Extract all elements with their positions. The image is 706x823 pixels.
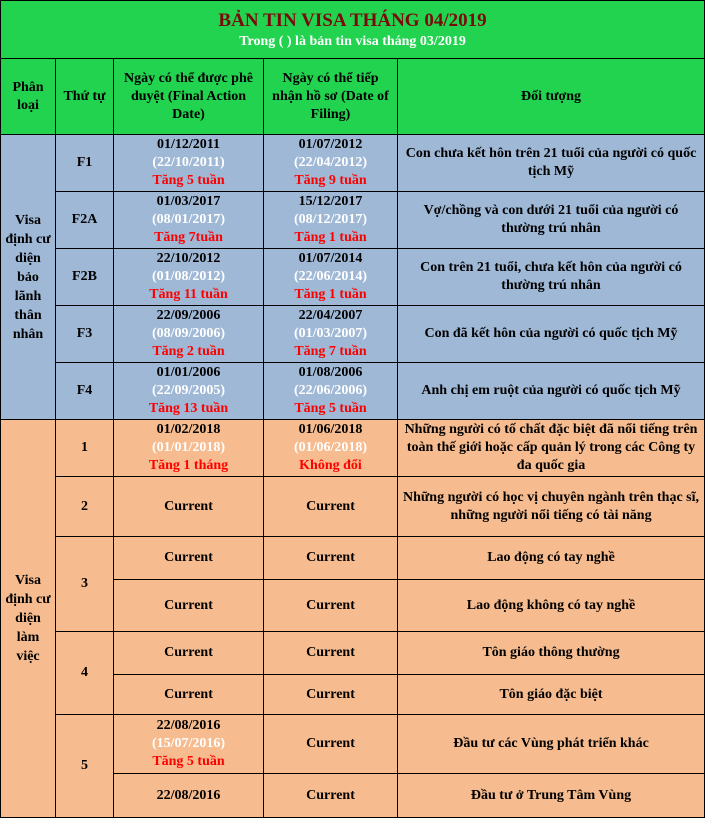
table-row-eb4-religious bbox=[1, 632, 705, 675]
order-cell: F2A bbox=[56, 192, 114, 249]
target-cell: Những người có tố chất đặc biệt đã nổi tiếng trên toàn thế giới hoặc cấp quản lý trong các Công ty đa quốc gia bbox=[398, 420, 705, 477]
bulletin-subtitle: Trong ( ) là bản tin visa tháng 03/2019 bbox=[239, 33, 466, 49]
fad-current: 01/02/2018 bbox=[156, 422, 221, 437]
bulletin-title: BẢN TIN VISA THÁNG 04/2019 bbox=[218, 9, 487, 31]
order-cell: 1 bbox=[56, 420, 114, 477]
target-cell: Đầu tư ở Trung Tâm Vùng bbox=[398, 774, 705, 818]
final-action-cell bbox=[114, 135, 264, 192]
header-category: Phân loại bbox=[1, 59, 56, 135]
fad-change: Tăng 1 tháng bbox=[148, 458, 229, 473]
table-row-eb3-skilled bbox=[1, 537, 705, 580]
final-action-cell bbox=[114, 192, 264, 249]
target-cell: Tôn giáo đặc biệt bbox=[398, 675, 705, 715]
header-order: Thứ tự bbox=[56, 59, 114, 135]
dof-change: Tăng 1 tuần bbox=[294, 230, 367, 245]
order-cell: 2 bbox=[56, 477, 114, 537]
dof-current: 22/04/2007 bbox=[298, 308, 363, 323]
final-action-cell bbox=[114, 249, 264, 306]
title-cell bbox=[1, 1, 705, 59]
table-row-eb5-other bbox=[1, 715, 705, 774]
filing-cell bbox=[264, 249, 398, 306]
fad-change: Tăng 7tuần bbox=[154, 230, 223, 245]
fad-change: Tăng 5 tuần bbox=[152, 754, 225, 769]
order-cell: 4 bbox=[56, 632, 114, 715]
dof-current: 01/07/2014 bbox=[298, 251, 363, 266]
final-action-cell: Current bbox=[114, 675, 264, 715]
target-cell: Lao động không có tay nghề bbox=[398, 580, 705, 632]
target-cell: Tôn giáo thông thường bbox=[398, 632, 705, 675]
final-action-cell: Current bbox=[114, 632, 264, 675]
table-row-eb2 bbox=[1, 477, 705, 537]
table-row-f3 bbox=[1, 306, 705, 363]
final-action-cell: Current bbox=[114, 537, 264, 580]
final-action-cell: 22/08/2016 bbox=[114, 774, 264, 818]
dof-current: 15/12/2017 bbox=[298, 194, 363, 209]
order-cell: F1 bbox=[56, 135, 114, 192]
fad-prev: (15/07/2016) bbox=[151, 736, 226, 751]
target-cell: Con chưa kết hôn trên 21 tuổi của người có quốc tịch Mỹ bbox=[398, 135, 705, 192]
target-cell: Vợ/chồng và con dưới 21 tuổi của người có thường trú nhân bbox=[398, 192, 705, 249]
dof-prev: (22/06/2014) bbox=[293, 269, 368, 284]
header-final-action-date: Ngày có thể được phê duyệt (Final Action Date) bbox=[114, 59, 264, 135]
fad-prev: (08/01/2017) bbox=[151, 212, 226, 227]
dof-prev: (01/06/2018) bbox=[293, 440, 368, 455]
fad-current: 22/08/2016 bbox=[156, 718, 221, 733]
fad-current: 01/12/2011 bbox=[156, 137, 220, 152]
filing-cell bbox=[264, 363, 398, 420]
order-cell: 5 bbox=[56, 715, 114, 818]
filing-cell: Current bbox=[264, 774, 398, 818]
fad-current: 22/09/2006 bbox=[156, 308, 221, 323]
fad-prev: (01/08/2012) bbox=[151, 269, 226, 284]
target-cell: Con đã kết hôn của người có quốc tịch Mỹ bbox=[398, 306, 705, 363]
target-cell: Đầu tư các Vùng phát triển khác bbox=[398, 715, 705, 774]
fad-current: 22/10/2012 bbox=[156, 251, 221, 266]
order-cell: F3 bbox=[56, 306, 114, 363]
filing-cell: Current bbox=[264, 477, 398, 537]
dof-change: Không đổi bbox=[299, 458, 362, 473]
filing-cell: Current bbox=[264, 537, 398, 580]
filing-cell bbox=[264, 420, 398, 477]
table-row-eb1 bbox=[1, 420, 705, 477]
header-row bbox=[1, 59, 705, 135]
title-row bbox=[1, 1, 705, 59]
fad-change: Tăng 13 tuần bbox=[148, 401, 229, 416]
filing-cell: Current bbox=[264, 580, 398, 632]
dof-current: 01/06/2018 bbox=[298, 422, 363, 437]
final-action-cell: Current bbox=[114, 580, 264, 632]
dof-prev: (08/12/2017) bbox=[293, 212, 368, 227]
target-cell: Anh chị em ruột của người có quốc tịch Mỹ bbox=[398, 363, 705, 420]
fad-change: Tăng 11 tuần bbox=[149, 287, 228, 302]
filing-cell bbox=[264, 192, 398, 249]
order-cell: 3 bbox=[56, 537, 114, 632]
dof-prev: (01/03/2007) bbox=[293, 326, 368, 341]
final-action-cell bbox=[114, 306, 264, 363]
dof-current: 01/07/2012 bbox=[298, 137, 363, 152]
table-row-f2b bbox=[1, 249, 705, 306]
employment-category-cell: Visa định cư diện làm việc bbox=[1, 420, 56, 818]
target-cell: Những người có học vị chuyên ngành trên thạc sĩ, những người nổi tiếng có tài năng bbox=[398, 477, 705, 537]
filing-cell: Current bbox=[264, 715, 398, 774]
order-cell: F2B bbox=[56, 249, 114, 306]
fad-prev: (08/09/2006) bbox=[151, 326, 226, 341]
order-cell: F4 bbox=[56, 363, 114, 420]
filing-cell: Current bbox=[264, 632, 398, 675]
table-row-f4 bbox=[1, 363, 705, 420]
fad-prev: (22/10/2011) bbox=[152, 155, 225, 170]
fad-prev: (22/09/2005) bbox=[151, 383, 226, 398]
filing-cell bbox=[264, 135, 398, 192]
dof-prev: (22/06/2006) bbox=[293, 383, 368, 398]
fad-current: 01/01/2006 bbox=[156, 365, 221, 380]
table-row-f2a bbox=[1, 192, 705, 249]
final-action-cell: Current bbox=[114, 477, 264, 537]
final-action-cell bbox=[114, 715, 264, 774]
table-row-f1 bbox=[1, 135, 705, 192]
target-cell: Lao động có tay nghề bbox=[398, 537, 705, 580]
target-cell: Con trên 21 tuổi, chưa kết hôn của người có thường trú nhân bbox=[398, 249, 705, 306]
family-category-cell: Visa định cư diện bảo lãnh thân nhân bbox=[1, 135, 56, 420]
filing-cell: Current bbox=[264, 675, 398, 715]
fad-change: Tăng 2 tuần bbox=[152, 344, 225, 359]
fad-prev: (01/01/2018) bbox=[151, 440, 226, 455]
dof-prev: (22/04/2012) bbox=[293, 155, 368, 170]
dof-current: 01/08/2006 bbox=[298, 365, 363, 380]
dof-change: Tăng 7 tuần bbox=[294, 344, 367, 359]
dof-change: Tăng 1 tuần bbox=[294, 287, 367, 302]
header-target: Đối tượng bbox=[398, 59, 705, 135]
filing-cell bbox=[264, 306, 398, 363]
dof-change: Tăng 5 tuần bbox=[294, 401, 367, 416]
header-date-of-filing: Ngày có thể tiếp nhận hồ sơ (Date of Filing) bbox=[264, 59, 398, 135]
final-action-cell bbox=[114, 363, 264, 420]
fad-change: Tăng 5 tuần bbox=[152, 173, 225, 188]
final-action-cell bbox=[114, 420, 264, 477]
fad-current: 01/03/2017 bbox=[156, 194, 221, 209]
dof-change: Tăng 9 tuần bbox=[294, 173, 367, 188]
